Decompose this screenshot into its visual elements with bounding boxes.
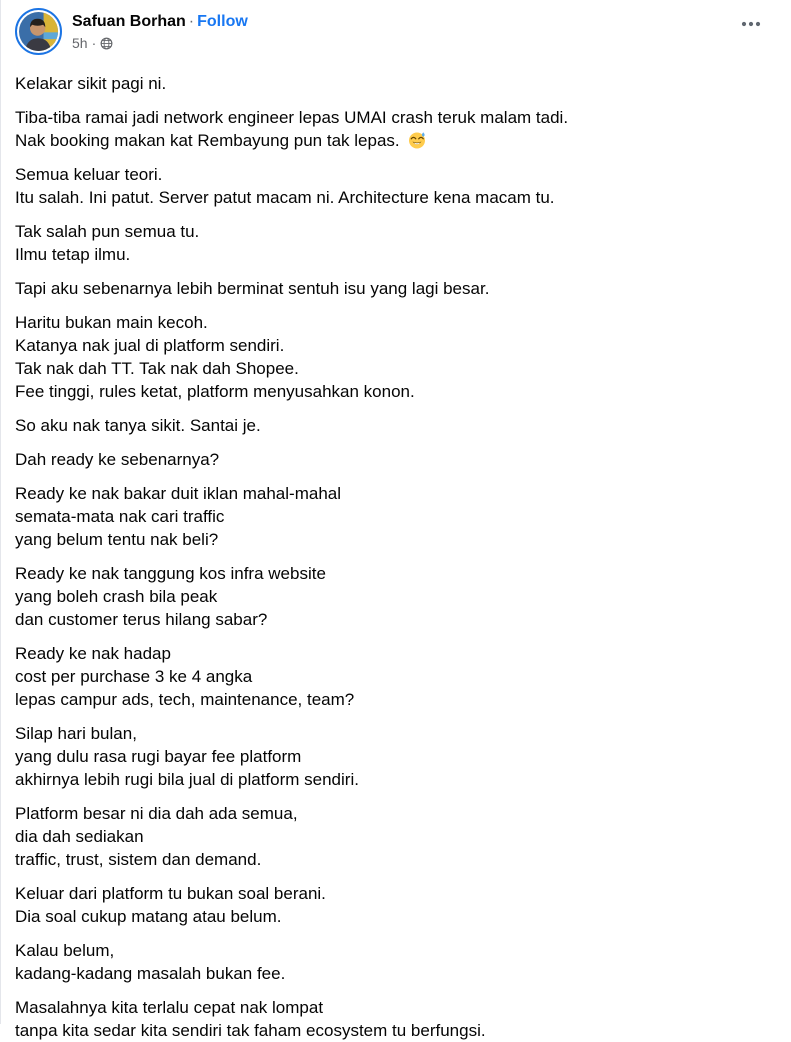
post-line: kadang-kadang masalah bukan fee. bbox=[15, 964, 286, 983]
post-paragraph bbox=[15, 562, 775, 631]
post-header bbox=[1, 0, 791, 55]
author-name[interactable]: Safuan Borhan bbox=[72, 13, 186, 30]
post-line: traffic, trust, sistem dan demand. bbox=[15, 850, 262, 869]
post-line: Ready ke nak tanggung kos infra website bbox=[15, 564, 326, 583]
avatar[interactable] bbox=[15, 8, 62, 55]
name-separator: · bbox=[188, 13, 195, 30]
post-paragraph bbox=[15, 311, 775, 403]
post-line: Haritu bukan main kecoh. bbox=[15, 313, 208, 332]
post-line: Katanya nak jual di platform sendiri. bbox=[15, 336, 285, 355]
header-meta bbox=[72, 8, 248, 51]
post-line: yang belum tentu nak beli? bbox=[15, 530, 219, 549]
follow-button[interactable]: Follow bbox=[197, 13, 248, 30]
post-line: So aku nak tanya sikit. Santai je. bbox=[15, 416, 261, 435]
post-line: Silap hari bulan, bbox=[15, 724, 137, 743]
post-line: Dah ready ke sebenarnya? bbox=[15, 450, 220, 469]
post-paragraph bbox=[15, 996, 775, 1042]
post-line: akhirnya lebih rugi bila jual di platform sendiri. bbox=[15, 770, 359, 789]
post-line: lepas campur ads, tech, maintenance, team? bbox=[15, 690, 355, 709]
post-line: Ready ke nak hadap bbox=[15, 644, 171, 663]
post-line: Tak salah pun semua tu. bbox=[15, 222, 200, 241]
post-line: Itu salah. Ini patut. Server patut macam ni. Architecture kena macam tu. bbox=[15, 188, 555, 207]
post-line: cost per purchase 3 ke 4 angka bbox=[15, 667, 253, 686]
avatar-photo bbox=[19, 12, 58, 51]
post-paragraph bbox=[15, 722, 775, 791]
post-line: Ready ke nak bakar duit iklan mahal-mahal bbox=[15, 484, 342, 503]
post-line: semata-mata nak cari traffic bbox=[15, 507, 225, 526]
post-paragraph bbox=[15, 448, 775, 471]
post-paragraph bbox=[15, 414, 775, 437]
post-line: Semua keluar teori. bbox=[15, 165, 163, 184]
ellipsis-icon bbox=[741, 20, 761, 28]
post-line: tanpa kita sedar kita sendiri tak faham ecosystem tu berfungsi. bbox=[15, 1021, 486, 1040]
post-line: Tiba-tiba ramai jadi network engineer lepas UMAI crash teruk malam tadi. bbox=[15, 108, 569, 127]
post-line: Keluar dari platform tu bukan soal berani. bbox=[15, 884, 326, 903]
facebook-post bbox=[1, 0, 791, 1042]
post-line: dia dah sediakan bbox=[15, 827, 144, 846]
timestamp[interactable]: 5h bbox=[72, 35, 88, 51]
post-line: Nak booking makan kat Rembayung pun tak lepas. bbox=[15, 129, 775, 152]
post-line: yang dulu rasa rugi bayar fee platform bbox=[15, 747, 302, 766]
globe-icon bbox=[100, 37, 113, 50]
timestamp-row bbox=[72, 35, 248, 51]
post-line: Tak nak dah TT. Tak nak dah Shopee. bbox=[15, 359, 299, 378]
post-paragraph bbox=[15, 802, 775, 871]
name-row bbox=[72, 11, 248, 32]
post-line: Kelakar sikit pagi ni. bbox=[15, 74, 167, 93]
post-line: dan customer terus hilang sabar? bbox=[15, 610, 268, 629]
post-menu-button[interactable] bbox=[737, 16, 765, 32]
post-paragraph bbox=[15, 106, 775, 152]
post-body bbox=[1, 55, 791, 1042]
sweat-smile-emoji bbox=[408, 131, 426, 149]
post-paragraph bbox=[15, 72, 775, 95]
post-paragraph bbox=[15, 882, 775, 928]
post-paragraph bbox=[15, 220, 775, 266]
timestamp-separator: · bbox=[91, 35, 97, 51]
post-line: Kalau belum, bbox=[15, 941, 115, 960]
post-line: Fee tinggi, rules ketat, platform menyusahkan konon. bbox=[15, 382, 415, 401]
post-line: Platform besar ni dia dah ada semua, bbox=[15, 804, 298, 823]
post-paragraph bbox=[15, 163, 775, 209]
post-line: Ilmu tetap ilmu. bbox=[15, 245, 131, 264]
post-paragraph bbox=[15, 939, 775, 985]
post-paragraph bbox=[15, 277, 775, 300]
post-line: Masalahnya kita terlalu cepat nak lompat bbox=[15, 998, 324, 1017]
post-line: yang boleh crash bila peak bbox=[15, 587, 218, 606]
post-line: Dia soal cukup matang atau belum. bbox=[15, 907, 282, 926]
post-line: Tapi aku sebenarnya lebih berminat sentuh isu yang lagi besar. bbox=[15, 279, 490, 298]
post-paragraph bbox=[15, 482, 775, 551]
post-paragraph bbox=[15, 642, 775, 711]
